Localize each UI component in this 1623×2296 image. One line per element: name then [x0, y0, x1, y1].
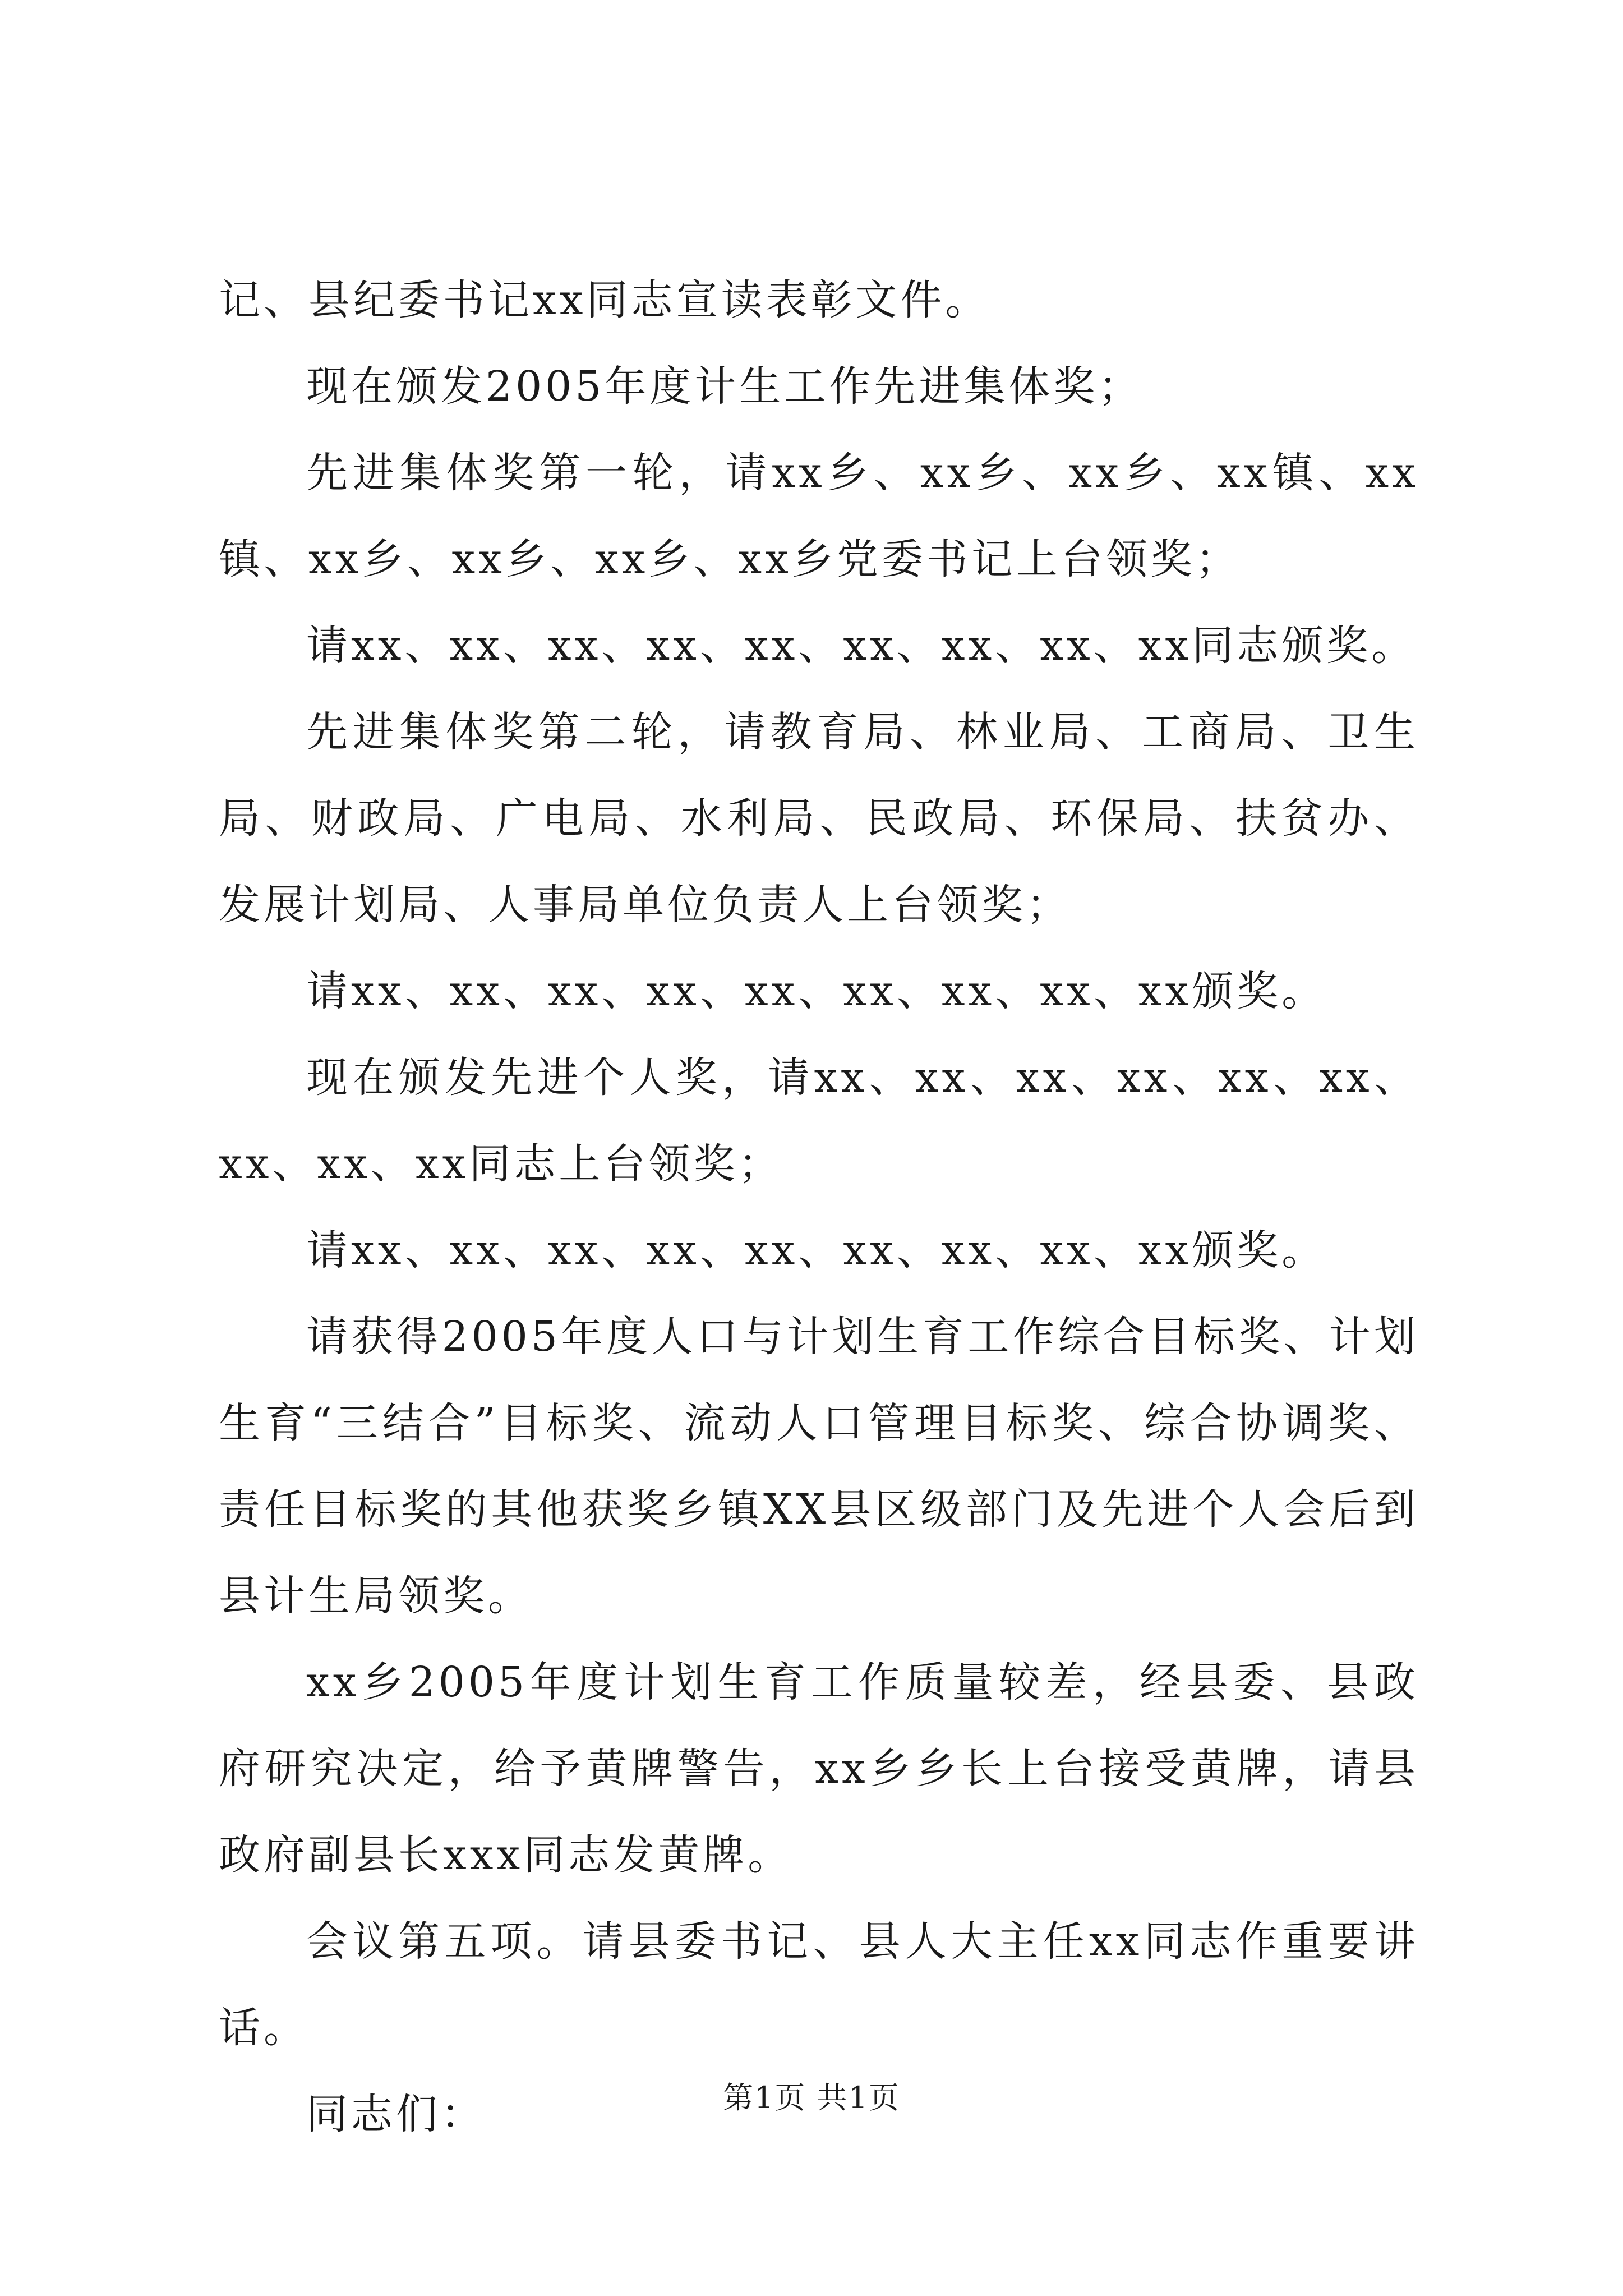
paragraph-8: 请xx、xx、xx、xx、xx、xx、xx、xx、xx颁奖。 — [306, 1226, 1327, 1274]
paragraph-3: 先进集体奖第一轮，请xx乡、xx乡、xx乡、xx镇、xx镇、xx乡、xx乡、xx乡、xx乡党委书记上台领奖； — [219, 449, 1419, 583]
paragraph-9: 请获得2005年度人口与计划生育工作综合目标奖、计划生育“三结合”目标奖、流动人口管理目标奖、综合协调奖、责任目标奖的其他获奖乡镇XX县区级部门及先进个人会后到县计生局领奖。 — [219, 1313, 1419, 1620]
paragraph-4: 请xx、xx、xx、xx、xx、xx、xx、xx、xx同志颁奖。 — [306, 622, 1417, 670]
paragraph-11: 会议第五项。请县委书记、县人大主任xx同志作重要讲话。 — [219, 1917, 1419, 2052]
paragraph-1: 记、县纪委书记xx同志宣读表彰文件。 — [219, 276, 990, 324]
paragraph-6: 请xx、xx、xx、xx、xx、xx、xx、xx、xx颁奖。 — [306, 967, 1327, 1015]
paragraph-10: xx乡2005年度计划生育工作质量较差，经县委、县政府研究决定，给予黄牌警告，xx乡乡长上台接受黄牌，请县政府副县长xxx同志发黄牌。 — [219, 1658, 1419, 1879]
paragraph-7: 现在颁发先进个人奖，请xx、xx、xx、xx、xx、xx、xx、xx、xx同志上台领奖； — [219, 1053, 1419, 1188]
paragraph-12: 同志们： — [306, 2090, 486, 2138]
page-footer: 第1页 共1页 — [723, 2080, 900, 2115]
paragraph-2: 现在颁发2005年度计生工作先进集体奖； — [306, 362, 1144, 411]
document-body — [219, 257, 1419, 2157]
paragraph-5: 先进集体奖第二轮，请教育局、林业局、工商局、卫生局、财政局、广电局、水利局、民政局、环保局、扶贫办、发展计划局、人事局单位负责人上台领奖； — [219, 708, 1419, 929]
